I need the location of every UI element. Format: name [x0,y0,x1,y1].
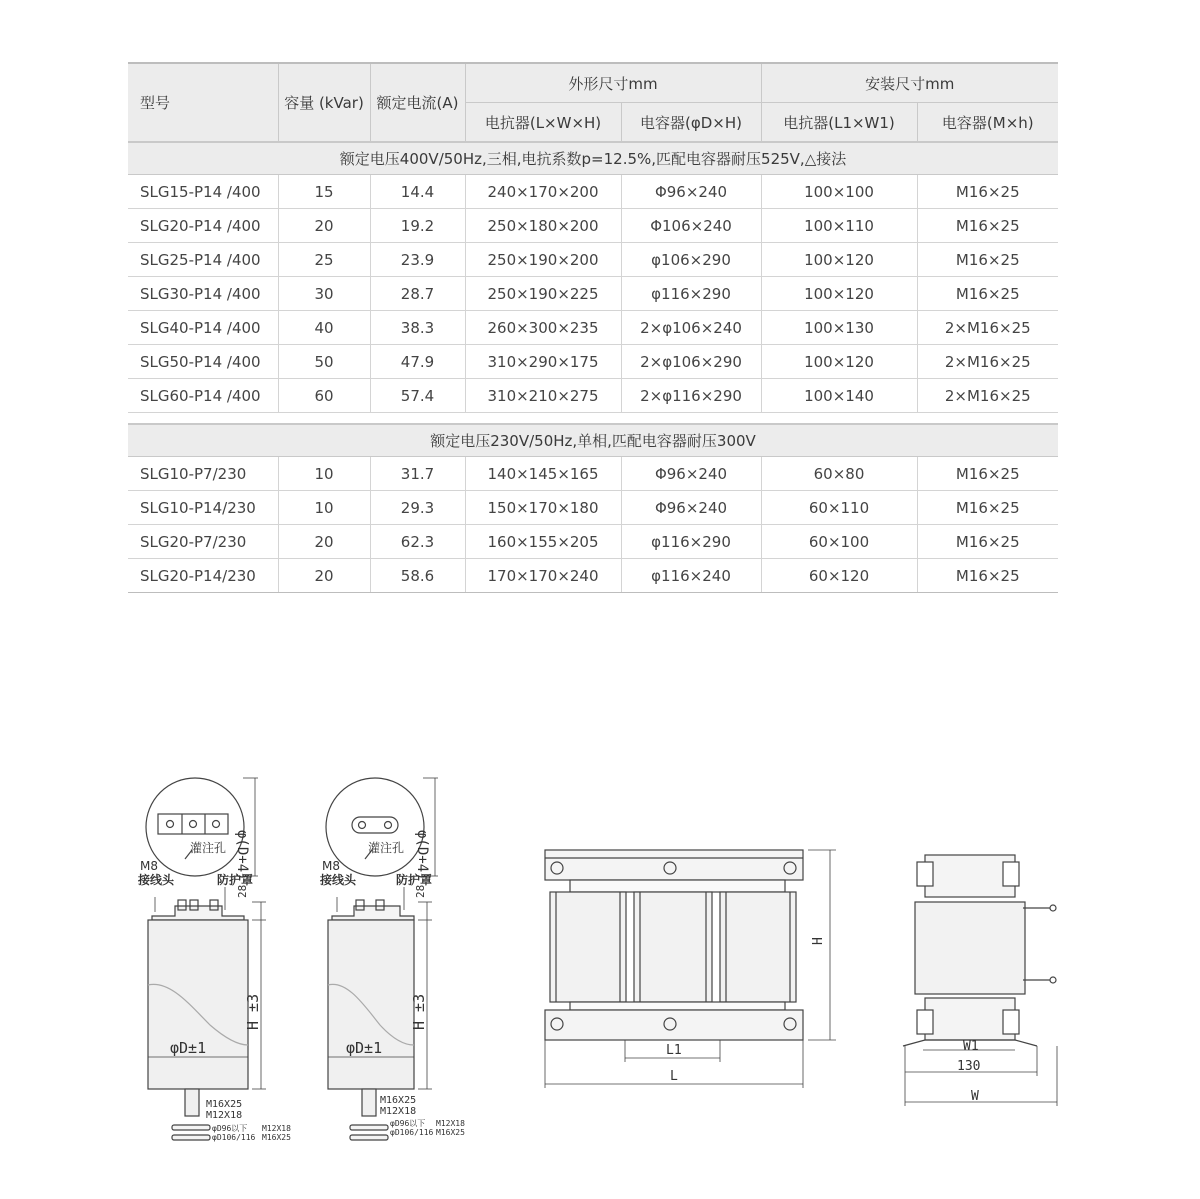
cell-capacitor-outer: 2×φ106×240 [621,311,761,345]
table-row [128,525,1058,559]
m8-label: M8 [322,859,340,873]
cell-model: SLG20-P7/230 [128,525,278,559]
coil-left [550,892,626,1002]
cell-capacitor-install: M16×25 [917,491,1058,525]
cell-capacity: 20 [278,559,370,593]
cell-current: 57.4 [370,379,465,413]
cell-capacitor-outer: Φ106×240 [621,209,761,243]
cell-capacitor-outer: 2×φ106×290 [621,345,761,379]
cover-label: 防护罩 [396,873,433,887]
cell-reactor-outer: 310×290×175 [465,345,621,379]
cell-capacitor-install: M16×25 [917,457,1058,491]
diameter-label: φD±1 [346,1039,383,1057]
top-diameter-label: φ(D+4) [234,830,250,881]
cell-capacitor-install: 2×M16×25 [917,345,1058,379]
cell-capacity: 20 [278,209,370,243]
cell-capacitor-install: 2×M16×25 [917,379,1058,413]
bolt-label-2: M12X18 [206,1110,243,1121]
cell-reactor-install: 60×80 [761,457,917,491]
cell-reactor-outer: 240×170×200 [465,175,621,209]
cell-model: SLG40-P14 /400 [128,311,278,345]
w-label: W [971,1089,979,1104]
cell-capacitor-install: M16×25 [917,209,1058,243]
cell-capacity: 50 [278,345,370,379]
cell-current: 29.3 [370,491,465,525]
height-label: H ±3 [410,993,428,1030]
capacitor-body [328,920,414,1089]
cell-capacity: 40 [278,311,370,345]
mounting-bolt [362,1089,376,1116]
cell-reactor-install: 60×110 [761,491,917,525]
table-row [128,209,1058,243]
section-title-400v: 额定电压400V/50Hz,三相,电抗系数p=12.5%,匹配电容器耐压525V,△接法 [128,142,1058,175]
cell-reactor-outer: 310×210×275 [465,379,621,413]
header-reactor-outer: 电抗器(L×W×H) [465,103,621,143]
single-phase-capacitor-drawing [312,770,482,1150]
terminal-label: 接线头 [138,873,175,887]
cell-capacitor-install: M16×25 [917,277,1058,311]
cell-model: SLG50-P14 /400 [128,345,278,379]
cell-reactor-outer: 250×190×225 [465,277,621,311]
cell-capacitor-install: 2×M16×25 [917,311,1058,345]
terminal-label: 接线头 [320,873,357,887]
cell-reactor-outer: 150×170×180 [465,491,621,525]
cell-model: SLG15-P14 /400 [128,175,278,209]
table-row [128,277,1058,311]
l1-label: L1 [666,1043,682,1058]
cell-capacitor-outer: Φ96×240 [621,491,761,525]
table-row [128,345,1058,379]
table-row [128,457,1058,491]
table-row [128,311,1058,345]
terminal-block [158,814,228,834]
height-label: H ±3 [244,993,262,1030]
reactor-front-drawing [540,840,840,1100]
cell-current: 47.9 [370,345,465,379]
cell-capacity: 20 [278,525,370,559]
w1-label: W1 [963,1039,979,1054]
section-header-230v [128,424,1058,457]
capacitor-body [148,920,248,1089]
cell-current: 19.2 [370,209,465,243]
header-model: 型号 [128,63,278,142]
cell-capacitor-install: M16×25 [917,175,1058,209]
cell-capacity: 25 [278,243,370,277]
bolt-label-1: M16X25 [206,1099,243,1110]
section-header-400v [128,142,1058,175]
coil-right [720,892,796,1002]
header-capacity: 容量 (kVar) [278,63,370,142]
cell-capacitor-install: M16×25 [917,559,1058,593]
dim-28-label: 28 [414,884,427,898]
cell-reactor-outer: 140×145×165 [465,457,621,491]
cell-current: 28.7 [370,277,465,311]
cell-capacity: 10 [278,491,370,525]
fill-hole-label: 灌注孔 [368,841,405,855]
l-label: L [670,1069,678,1084]
top-diameter-label: φ(D+4) [414,830,430,881]
table-row [128,175,1058,209]
note-1a: φD96以下 [212,1124,248,1133]
table-row [128,243,1058,277]
cell-capacitor-outer: 2×φ116×290 [621,379,761,413]
cell-current: 23.9 [370,243,465,277]
cell-capacitor-outer: φ116×290 [621,525,761,559]
cell-reactor-install: 100×120 [761,243,917,277]
cell-current: 38.3 [370,311,465,345]
top-clamp [925,855,1015,897]
fill-hole-label: 灌注孔 [190,841,227,855]
spec-table [128,62,1058,593]
cell-capacitor-outer: φ116×290 [621,277,761,311]
coil-side [915,902,1025,994]
bolt-label-2: M12X18 [380,1106,417,1117]
three-phase-capacitor-drawing [130,770,300,1150]
cell-reactor-outer: 260×300×235 [465,311,621,345]
cell-model: SLG20-P14 /400 [128,209,278,243]
cell-current: 58.6 [370,559,465,593]
cell-capacitor-outer: Φ96×240 [621,457,761,491]
note-2a: φD106/116 [390,1128,434,1137]
m8-label: M8 [140,859,158,873]
cell-current: 14.4 [370,175,465,209]
cell-capacitor-outer: φ106×290 [621,243,761,277]
table-row [128,379,1058,413]
dim-130-label: 130 [957,1059,981,1074]
note-2b: M16X25 [262,1133,291,1142]
note-1b: M12X18 [262,1124,291,1133]
mounting-bolt [185,1089,199,1116]
cell-reactor-install: 100×130 [761,311,917,345]
cell-reactor-install: 100×120 [761,277,917,311]
cell-model: SLG25-P14 /400 [128,243,278,277]
cell-capacitor-install: M16×25 [917,243,1058,277]
header-current: 额定电流(A) [370,63,465,142]
dim-28-label: 28 [236,884,249,898]
note-2b: M16X25 [436,1128,465,1137]
cell-capacity: 60 [278,379,370,413]
cell-reactor-install: 100×140 [761,379,917,413]
header-install-size: 安装尺寸mm [761,63,1058,103]
note-2a: φD106/116 [212,1133,256,1142]
header-capacitor-install: 电容器(M×h) [917,103,1058,143]
reactor-side-drawing [895,850,1075,1110]
cell-reactor-outer: 250×180×200 [465,209,621,243]
cell-reactor-install: 60×100 [761,525,917,559]
header-capacitor-outer: 电容器(φD×H) [621,103,761,143]
cell-reactor-install: 100×110 [761,209,917,243]
cell-capacitor-outer: φ116×240 [621,559,761,593]
bottom-clamp [925,998,1015,1040]
diameter-label: φD±1 [170,1039,207,1057]
cell-model: SLG30-P14 /400 [128,277,278,311]
cell-reactor-outer: 160×155×205 [465,525,621,559]
cell-capacity: 10 [278,457,370,491]
cell-reactor-outer: 170×170×240 [465,559,621,593]
header-outer-size: 外形尺寸mm [465,63,761,103]
cell-model: SLG10-P7/230 [128,457,278,491]
cell-capacitor-install: M16×25 [917,525,1058,559]
table-row [128,491,1058,525]
bolt-label-1: M16X25 [380,1095,417,1106]
cell-model: SLG20-P14/230 [128,559,278,593]
bottom-clamp [545,1010,803,1040]
cell-current: 62.3 [370,525,465,559]
cell-model: SLG60-P14 /400 [128,379,278,413]
cell-reactor-install: 60×120 [761,559,917,593]
cell-reactor-install: 100×120 [761,345,917,379]
section-spacer [128,413,1058,425]
note-1a: φD96以下 [390,1119,426,1128]
note-1b: M12X18 [436,1119,465,1128]
cover-label: 防护罩 [217,873,254,887]
table-row [128,559,1058,593]
top-clamp [545,850,803,880]
height-label: H [811,937,826,945]
cell-reactor-outer: 250×190×200 [465,243,621,277]
section-title-230v: 额定电压230V/50Hz,单相,匹配电容器耐压300V [128,424,1058,457]
cell-reactor-install: 100×100 [761,175,917,209]
cell-model: SLG10-P14/230 [128,491,278,525]
cell-current: 31.7 [370,457,465,491]
coil-center [634,892,712,1002]
cell-capacitor-outer: Φ96×240 [621,175,761,209]
cell-capacity: 30 [278,277,370,311]
cell-capacity: 15 [278,175,370,209]
header-reactor-install: 电抗器(L1×W1) [761,103,917,143]
